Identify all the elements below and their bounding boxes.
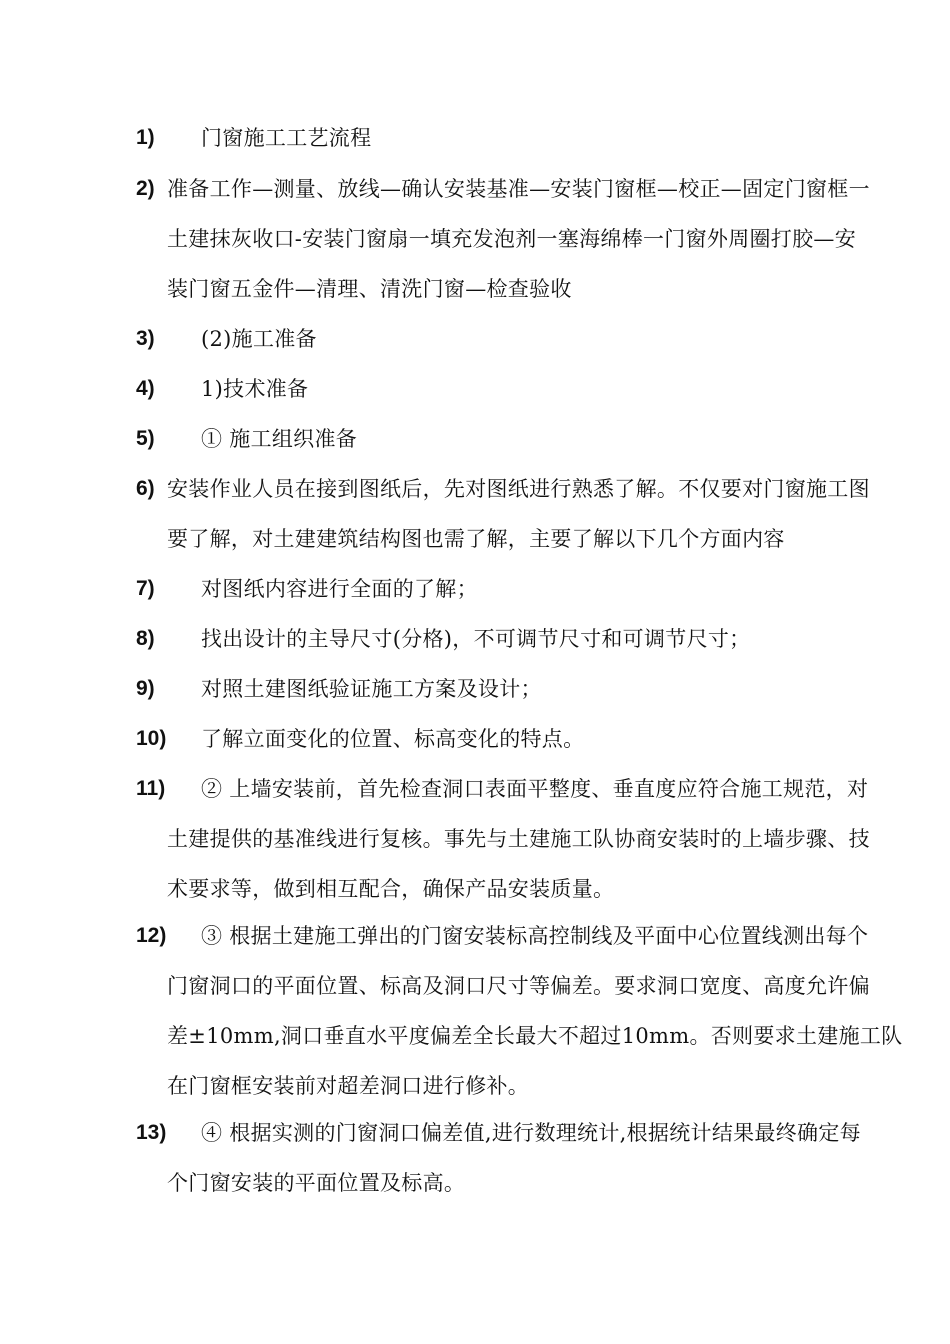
text-line: 找出设计的主导尺寸(分格)，不可调节尺寸和可调节尺寸；	[201, 627, 751, 651]
text-line: 土建提供的基准线进行复核。事先与土建施工队协商安装时的上墙步骤、技	[167, 827, 870, 851]
item-number: 11)	[136, 777, 166, 800]
item-number: 4)	[136, 377, 155, 400]
text-line: ③ 根据土建施工弹出的门窗安装标高控制线及平面中心位置线测出每个	[201, 924, 869, 948]
text-line: 门窗洞口的平面位置、标高及洞口尺寸等偏差。要求洞口宽度、高度允许偏	[167, 974, 870, 998]
text-line: 土建抹灰收口-安装门窗扇一填充发泡剂一塞海绵棒一门窗外周圈打胶—安	[167, 227, 856, 251]
item-number: 13)	[136, 1121, 167, 1144]
item-text	[167, 911, 942, 1111]
text-line: 1)技术准备	[201, 377, 309, 401]
item-text	[167, 164, 942, 314]
item-text	[167, 464, 942, 564]
text-line: 了解立面变化的位置、标高变化的特点。	[201, 727, 585, 751]
item-text	[201, 113, 942, 163]
item-text	[201, 614, 942, 664]
item-number: 10)	[136, 727, 167, 750]
item-text	[201, 364, 942, 414]
text-line: 准备工作—测量、放线—确认安装基准—安装门窗框—校正—固定门窗框一	[167, 177, 870, 201]
item-number: 1)	[136, 126, 155, 149]
text-line: 对照土建图纸验证施工方案及设计；	[201, 677, 542, 701]
item-text	[201, 414, 942, 464]
text-line: 安装作业人员在接到图纸后，先对图纸进行熟悉了解。不仅要对门窗施工图	[167, 477, 870, 501]
item-number: 5)	[136, 427, 155, 450]
item-number: 2)	[136, 177, 155, 200]
item-text	[167, 764, 942, 914]
item-text	[201, 314, 942, 364]
item-number: 8)	[136, 627, 155, 650]
item-number: 12)	[136, 924, 167, 947]
item-number: 3)	[136, 327, 155, 350]
text-line: ① 施工组织准备	[201, 427, 358, 451]
text-line: 要了解，对土建建筑结构图也需了解，主要了解以下几个方面内容	[167, 527, 785, 551]
item-text	[167, 1108, 942, 1208]
item-text	[201, 714, 942, 764]
item-number: 7)	[136, 577, 155, 600]
text-line: 装门窗五金件—清理、清洗门窗—检查验收	[167, 277, 572, 301]
item-text	[201, 564, 942, 614]
text-line: 个门窗安装的平面位置及标高。	[167, 1171, 466, 1195]
text-line: ④ 根据实测的门窗洞口偏差值,进行数理统计,根据统计结果最终确定每	[201, 1121, 861, 1145]
text-line: 门窗施工工艺流程	[201, 126, 372, 150]
item-number: 6)	[136, 477, 155, 500]
item-text	[201, 664, 942, 714]
text-line: 差±10mm,洞口垂直水平度偏差全长最大不超过10mm。否则要求土建施工队	[167, 1024, 903, 1048]
text-line: ② 上墙安装前，首先检查洞口表面平整度、垂直度应符合施工规范，对	[201, 777, 869, 801]
text-line: 在门窗框安装前对超差洞口进行修补。	[167, 1074, 530, 1098]
text-line: 对图纸内容进行全面的了解；	[201, 577, 478, 601]
item-number: 9)	[136, 677, 155, 700]
text-line: 术要求等，做到相互配合，确保产品安装质量。	[167, 877, 615, 901]
text-line: (2)施工准备	[201, 327, 317, 351]
